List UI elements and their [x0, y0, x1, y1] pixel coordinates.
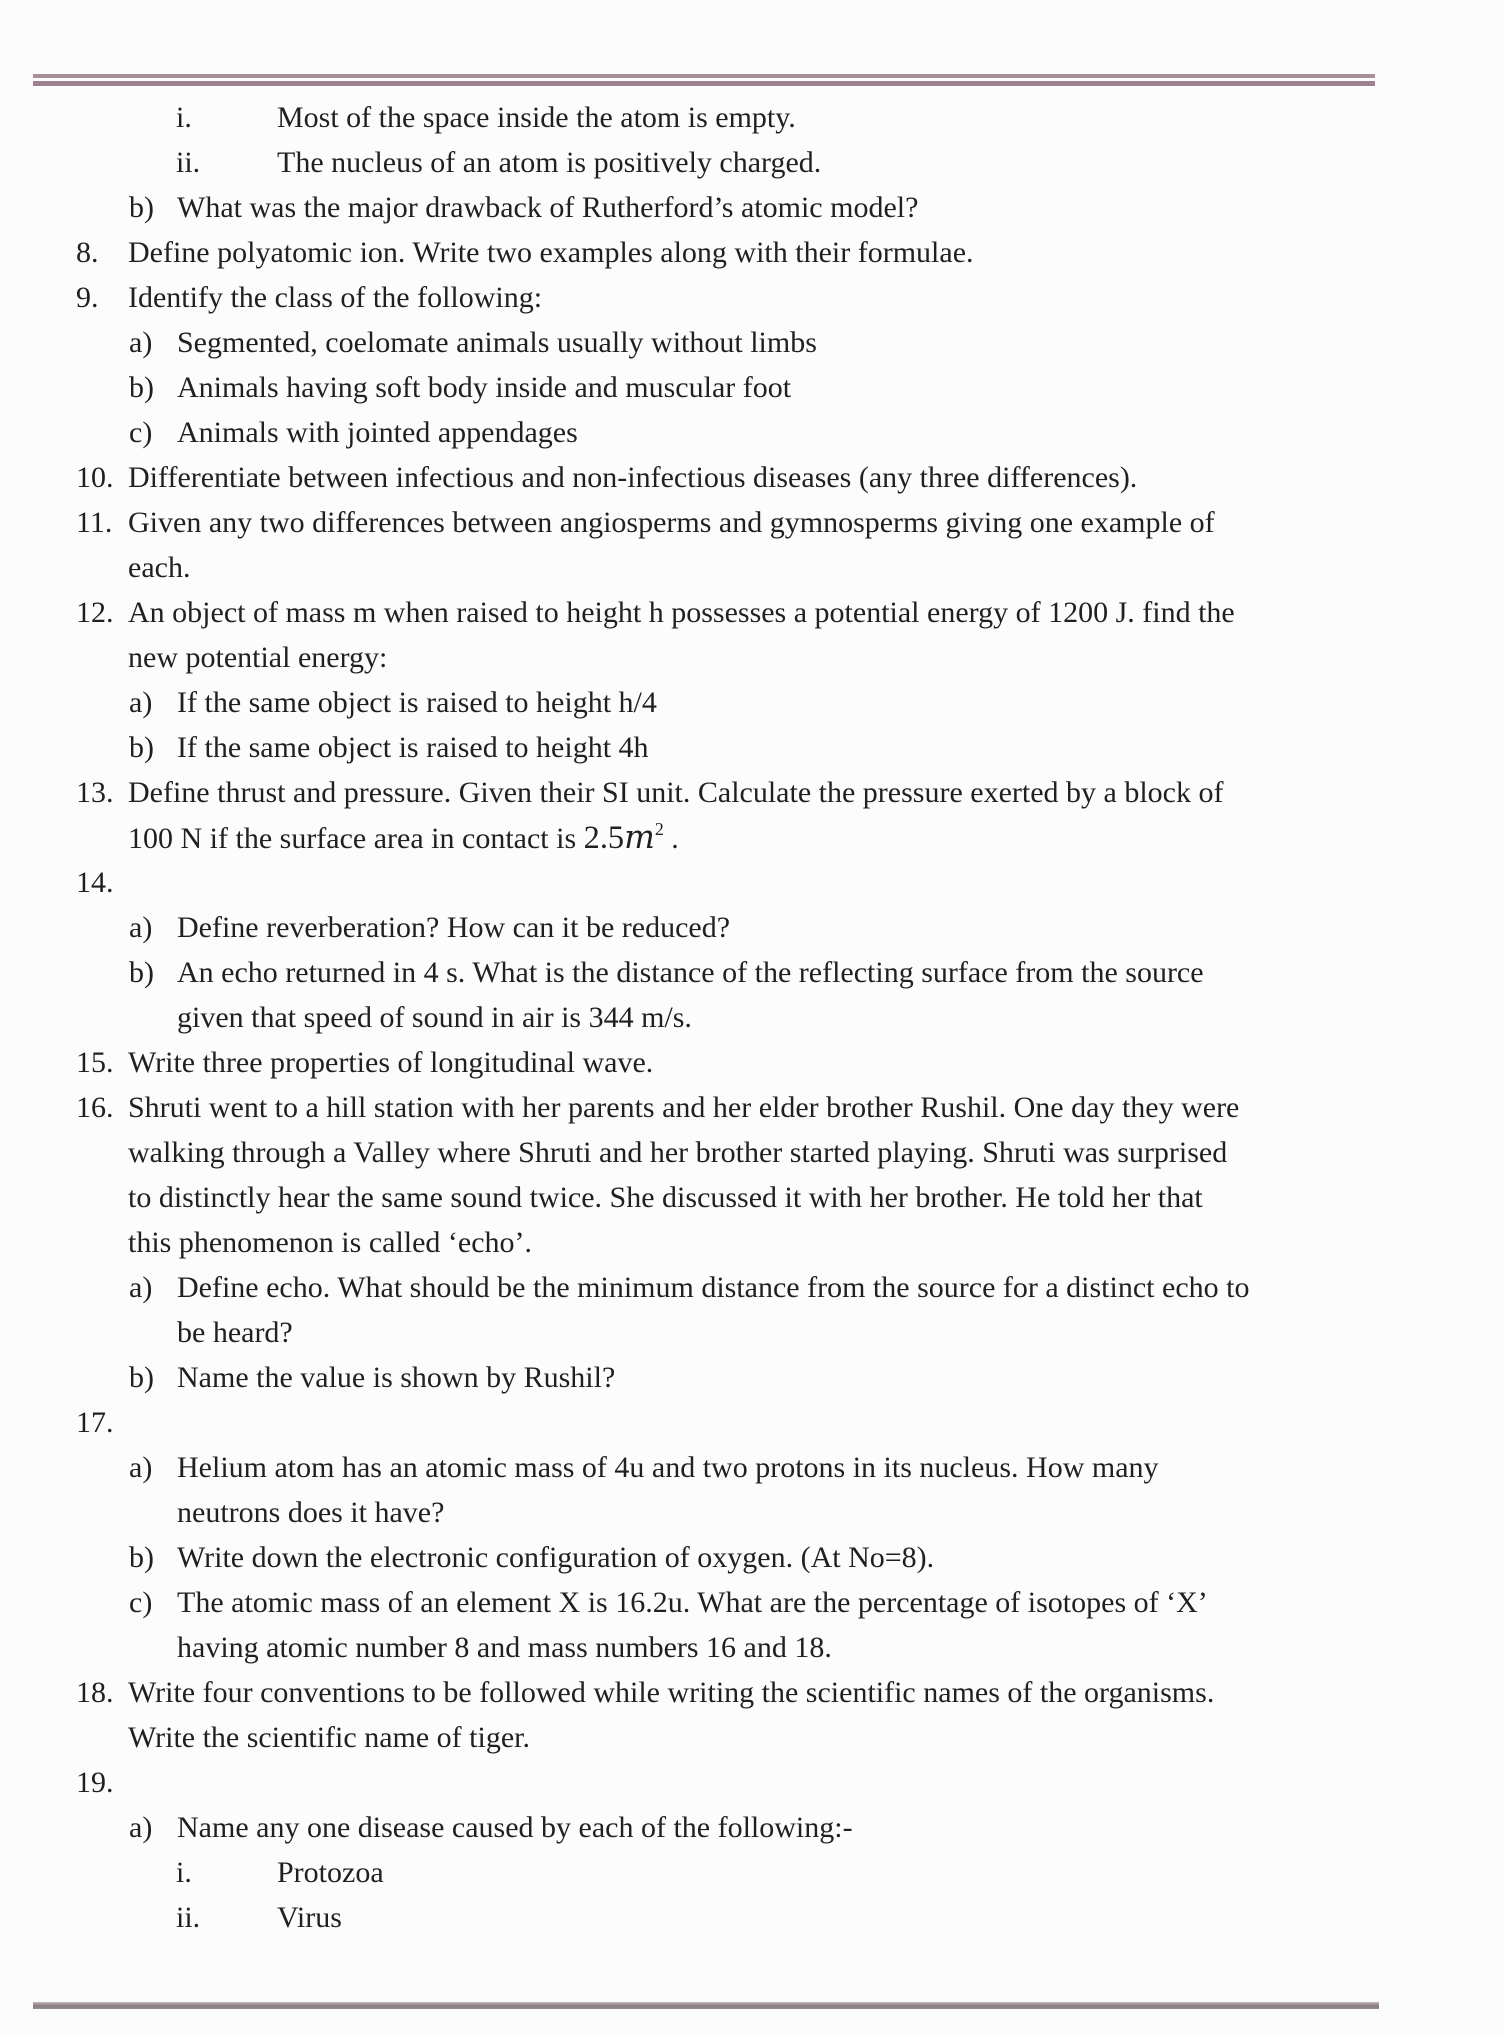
item-text: Write four conventions to be followed while writing the scientific names of the organisms. — [128, 1676, 1215, 1709]
question-line — [0, 905, 1504, 950]
formula-exponent: 2 — [654, 818, 664, 839]
question-line-continuation — [0, 1220, 1504, 1265]
item-text: having atomic number 8 and mass numbers 16 and 18. — [177, 1631, 832, 1664]
item-text: Animals with jointed appendages — [177, 416, 578, 449]
item-label: 16. — [76, 1091, 114, 1124]
item-text: Name the value is shown by Rushil? — [177, 1361, 616, 1394]
question-line — [0, 1400, 1504, 1445]
item-label: 14. — [76, 866, 114, 899]
question-line-continuation — [0, 1715, 1504, 1760]
question-line — [0, 950, 1504, 995]
item-label: a) — [129, 1271, 153, 1304]
item-text: Most of the space inside the atom is empty. — [277, 101, 796, 134]
question-line-continuation — [0, 635, 1504, 680]
question-line — [0, 1760, 1504, 1805]
document-body — [0, 95, 1504, 1940]
item-label: c) — [129, 1586, 153, 1619]
item-label: a) — [129, 1451, 153, 1484]
item-label: 17. — [76, 1406, 114, 1439]
question-line — [0, 275, 1504, 320]
formula-tail-text: . — [663, 822, 679, 855]
item-text: Protozoa — [277, 1856, 384, 1889]
item-label: 12. — [76, 596, 114, 629]
item-label: b) — [129, 956, 154, 989]
item-text: walking through a Valley where Shruti and her brother started playing. Shruti was surprised — [128, 1136, 1228, 1169]
item-label: 9. — [76, 281, 99, 314]
question-line — [0, 680, 1504, 725]
item-label: ii. — [176, 146, 201, 179]
item-text: Define polyatomic ion. Write two examples along with their formulae. — [128, 236, 974, 269]
question-line — [0, 455, 1504, 500]
question-line — [0, 320, 1504, 365]
item-text: Differentiate between infectious and non-infectious diseases (any three differences). — [128, 461, 1138, 494]
item-label: a) — [129, 1811, 153, 1844]
item-text: The atomic mass of an element X is 16.2u. What are the percentage of isotopes of ‘X’ — [177, 1586, 1208, 1619]
question-line — [0, 140, 1504, 185]
item-text-with-formula — [128, 818, 679, 856]
item-label: b) — [129, 1361, 154, 1394]
item-text: each. — [128, 551, 191, 584]
question-line — [0, 1265, 1504, 1310]
item-label: b) — [129, 191, 154, 224]
item-label: b) — [129, 371, 154, 404]
item-label: 11. — [76, 506, 113, 539]
item-text: to distinctly hear the same sound twice. She discussed it with her brother. He told her that — [128, 1181, 1203, 1214]
question-line — [0, 590, 1504, 635]
item-text: Animals having soft body inside and muscular foot — [177, 371, 792, 404]
question-line-continuation — [0, 1310, 1504, 1355]
question-line — [0, 1580, 1504, 1625]
item-text: Write three properties of longitudinal wave. — [128, 1046, 654, 1079]
item-text: An object of mass m when raised to height h possesses a potential energy of 1200 J. find the — [128, 596, 1235, 629]
question-line — [0, 1895, 1504, 1940]
question-line — [0, 1040, 1504, 1085]
formula-variable: m — [624, 818, 655, 856]
item-text: Identify the class of the following: — [128, 281, 543, 314]
question-line-continuation — [0, 1490, 1504, 1535]
item-text: Segmented, coelomate animals usually without limbs — [177, 326, 817, 359]
question-line — [0, 1445, 1504, 1490]
question-line — [0, 410, 1504, 455]
item-text: Shruti went to a hill station with her parents and her elder brother Rushil. One day they were — [128, 1091, 1240, 1124]
item-label: i. — [176, 101, 192, 134]
item-text: An echo returned in 4 s. What is the distance of the reflecting surface from the source — [177, 956, 1204, 989]
item-label: 8. — [76, 236, 99, 269]
item-label: 13. — [76, 776, 114, 809]
item-label: ii. — [176, 1901, 201, 1934]
question-line-continuation — [0, 1130, 1504, 1175]
question-line — [0, 365, 1504, 410]
question-line-continuation — [0, 1175, 1504, 1220]
item-text: Define echo. What should be the minimum distance from the source for a distinct echo to — [177, 1271, 1250, 1304]
item-label: 10. — [76, 461, 114, 494]
item-label: b) — [129, 1541, 154, 1574]
question-line — [0, 1670, 1504, 1715]
item-text: be heard? — [177, 1316, 293, 1349]
question-line — [0, 770, 1504, 815]
question-line-continuation — [0, 995, 1504, 1040]
item-text: If the same object is raised to height 4h — [177, 731, 649, 764]
item-label: 19. — [76, 1766, 114, 1799]
item-text: Name any one disease caused by each of the following:- — [177, 1811, 853, 1844]
question-line — [0, 1355, 1504, 1400]
item-label: 15. — [76, 1046, 114, 1079]
item-text: The nucleus of an atom is positively charged. — [277, 146, 822, 179]
item-label: a) — [129, 686, 153, 719]
formula-pre-text: 100 N if the surface area in contact is — [128, 822, 584, 855]
question-line — [0, 230, 1504, 275]
bottom-rule — [33, 2002, 1379, 2009]
question-line — [0, 1085, 1504, 1130]
item-text: Virus — [277, 1901, 342, 1934]
question-line — [0, 95, 1504, 140]
question-line-continuation — [0, 1625, 1504, 1670]
question-line-continuation — [0, 815, 1504, 860]
item-text: Given any two differences between angiosperms and gymnosperms giving one example of — [128, 506, 1215, 539]
item-label: 18. — [76, 1676, 114, 1709]
item-label: i. — [176, 1856, 192, 1889]
item-text: Write the scientific name of tiger. — [128, 1721, 530, 1754]
item-text: If the same object is raised to height h/4 — [177, 686, 657, 719]
item-label: c) — [129, 416, 153, 449]
question-line — [0, 185, 1504, 230]
item-text: new potential energy: — [128, 641, 388, 674]
inline-formula — [584, 820, 664, 856]
question-line — [0, 1535, 1504, 1580]
item-label: a) — [129, 911, 153, 944]
item-label: b) — [129, 731, 154, 764]
formula-number: 2.5 — [583, 820, 625, 856]
item-text: neutrons does it have? — [177, 1496, 445, 1529]
item-text: this phenomenon is called ‘echo’. — [128, 1226, 533, 1259]
item-text: Define reverberation? How can it be reduced? — [177, 911, 731, 944]
item-text: Helium atom has an atomic mass of 4u and two protons in its nucleus. How many — [177, 1451, 1159, 1484]
question-line — [0, 1850, 1504, 1895]
question-line — [0, 500, 1504, 545]
question-line — [0, 860, 1504, 905]
item-text: Define thrust and pressure. Given their SI unit. Calculate the pressure exerted by a block of — [128, 776, 1224, 809]
item-text: given that speed of sound in air is 344 m/s. — [177, 1001, 692, 1034]
question-line-continuation — [0, 545, 1504, 590]
item-text: What was the major drawback of Rutherford’s atomic model? — [177, 191, 919, 224]
question-line — [0, 1805, 1504, 1850]
item-label: a) — [129, 326, 153, 359]
top-double-rule — [33, 74, 1375, 86]
item-text: Write down the electronic configuration of oxygen. (At No=8). — [177, 1541, 935, 1574]
question-line — [0, 725, 1504, 770]
